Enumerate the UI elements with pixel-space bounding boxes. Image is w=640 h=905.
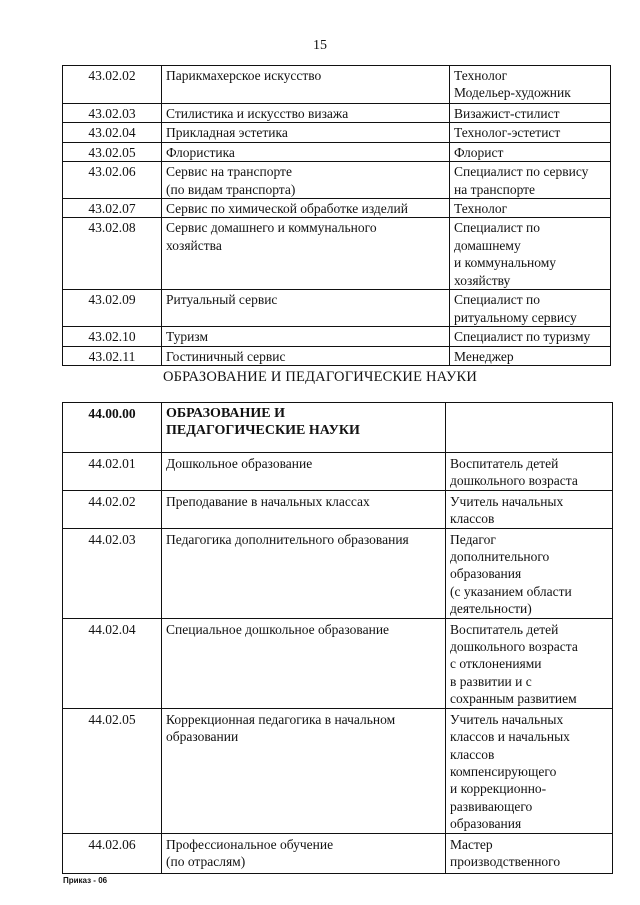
specialty-name (162, 290, 450, 327)
footer-mark: Приказ - 06 (63, 876, 108, 885)
specialty-name-line: образовании (166, 729, 239, 745)
specialty-code: 44.02.04 (63, 618, 162, 708)
specialty-name (162, 162, 450, 199)
qualification-line: дополнительного (450, 549, 550, 565)
qualification-line: ритуальному сервису (454, 309, 577, 325)
qualification-line: Технолог (454, 201, 508, 217)
specialty-name (162, 104, 450, 123)
qualification-line: образования (450, 566, 522, 582)
specialty-name (162, 66, 450, 104)
qualification-line: Специалист по (454, 292, 540, 308)
qualification (446, 528, 613, 618)
qualification (450, 123, 611, 142)
specialty-name-line: Стилистика и искусство визажа (166, 106, 349, 121)
qualification-line: образования (450, 816, 522, 832)
qualification-line: Флорист (454, 144, 504, 160)
specialty-code: 44.02.01 (63, 453, 162, 491)
table-row (63, 708, 613, 833)
qualification-line: Специалист по сервису (454, 164, 589, 180)
table-row (63, 104, 611, 123)
specialty-code: 44.02.06 (63, 833, 162, 873)
specialty-code: 43.02.04 (63, 123, 162, 142)
specialty-name (162, 708, 446, 833)
qualification (450, 104, 611, 123)
specialty-name-line: хозяйства (166, 237, 222, 253)
qualification-line: классов и начальных (450, 729, 570, 745)
qualification (450, 346, 611, 365)
specialty-name-line: Специальное дошкольное образование (166, 621, 390, 637)
specialty-code: 43.02.02 (63, 66, 162, 104)
group-code: 44.00.00 (63, 403, 162, 453)
table-row (63, 66, 611, 104)
qualification-line: Воспитатель детей (450, 621, 559, 637)
specialty-code: 44.02.02 (63, 490, 162, 528)
group-name (162, 403, 446, 453)
table-row (63, 123, 611, 142)
specialty-name-line: Прикладная эстетика (166, 125, 288, 141)
qualification (446, 453, 613, 491)
specialty-name (162, 833, 446, 873)
qualification-line: на транспорте (454, 181, 536, 197)
specialty-name (162, 453, 446, 491)
specialty-name-line: Туризм (166, 329, 208, 345)
group-header-row (63, 403, 613, 453)
table-row (63, 346, 611, 365)
table-row (63, 327, 611, 346)
qualification-line: Мастер (450, 836, 493, 852)
specialty-name (162, 490, 446, 528)
specialty-name-line: Преподавание в начальных классах (166, 493, 370, 509)
qualification-line: в развитии и с (450, 673, 532, 689)
qualification-line: дошкольного возраста (450, 639, 578, 655)
table-row (63, 290, 611, 327)
table-row (63, 453, 613, 491)
specialty-code: 43.02.03 (63, 104, 162, 123)
qualification-line: и коррекционно- (450, 781, 547, 797)
group-qualification-empty (446, 403, 613, 453)
qualification-line: Модельер-художник (454, 85, 571, 101)
specialty-name (162, 618, 446, 708)
qualification (446, 490, 613, 528)
specialty-code: 43.02.05 (63, 142, 162, 161)
table-row (63, 833, 613, 873)
qualification-line: Менеджер (454, 348, 514, 364)
qualification-line: (с указанием области (450, 583, 572, 599)
qualification-line: дошкольного возраста (450, 473, 578, 489)
table-row (63, 490, 613, 528)
specialty-name-line: Педагогика дополнительного образования (166, 531, 409, 547)
qualification (446, 618, 613, 708)
table-row (63, 218, 611, 290)
table-row (63, 142, 611, 161)
qualification (450, 66, 611, 104)
qualification-line: и коммунальному (454, 255, 557, 271)
qualification-line: развивающего (450, 798, 533, 814)
specialty-name-line: Дошкольное образование (166, 456, 313, 471)
specialty-name (162, 346, 450, 365)
specialty-code: 44.02.03 (63, 528, 162, 618)
table-row (63, 199, 611, 218)
specialty-name (162, 142, 450, 161)
specialty-code: 43.02.06 (63, 162, 162, 199)
group-name-line: ПЕДАГОГИЧЕСКИЕ НАУКИ (166, 423, 360, 438)
qualification-line: Технолог-эстетист (454, 125, 561, 141)
table-row (63, 528, 613, 618)
specialty-code: 43.02.07 (63, 199, 162, 218)
table-row (63, 618, 613, 708)
specialty-name-line: Парикмахерское искусство (166, 68, 322, 83)
specialty-name-line: Флористика (166, 144, 235, 160)
specialty-name (162, 327, 450, 346)
qualification-line: с отклонениями (450, 656, 542, 672)
specialty-code: 43.02.11 (63, 346, 162, 365)
specialty-code: 44.02.05 (63, 708, 162, 833)
qualification-line: хозяйству (454, 272, 511, 288)
table-row (63, 162, 611, 199)
qualification-line: компенсирующего (450, 763, 557, 779)
specialty-code: 43.02.08 (63, 218, 162, 290)
specialty-name (162, 528, 446, 618)
specialty-name-line: (по отраслям) (166, 853, 246, 869)
specialties-table-43 (62, 65, 611, 366)
specialty-code: 43.02.09 (63, 290, 162, 327)
qualification-line: производственного (450, 853, 561, 869)
specialty-name-line: Сервис на транспорте (166, 164, 292, 180)
specialty-name-line: Сервис по химической обработке изделий (166, 201, 408, 217)
specialty-name-line: (по видам транспорта) (166, 181, 296, 197)
specialty-code: 43.02.10 (63, 327, 162, 346)
specialty-name-line: Гостиничный сервис (166, 348, 286, 364)
qualification-line: Воспитатель детей (450, 456, 559, 471)
qualification-line: классов (450, 511, 495, 527)
specialties-table-44 (62, 402, 613, 874)
qualification-line: Педагог (450, 531, 496, 547)
qualification (450, 199, 611, 218)
section-heading: ОБРАЗОВАНИЕ И ПЕДАГОГИЧЕСКИЕ НАУКИ (162, 369, 478, 385)
qualification-line: Визажист-стилист (454, 106, 560, 121)
table-43-body (63, 66, 611, 366)
qualification-line: деятельности) (450, 601, 532, 617)
qualification (446, 833, 613, 873)
table-44-body (63, 403, 613, 874)
specialty-name (162, 123, 450, 142)
group-name-line: ОБРАЗОВАНИЕ И (166, 406, 286, 421)
qualification (450, 327, 611, 346)
qualification-line: домашнему (454, 237, 521, 253)
specialty-name-line: Ритуальный сервис (166, 292, 278, 308)
qualification-line: Учитель начальных (450, 711, 564, 727)
qualification (450, 162, 611, 199)
specialty-name (162, 218, 450, 290)
qualification-line: Технолог (454, 68, 508, 83)
qualification-line: Учитель начальных (450, 493, 564, 509)
specialty-name-line: Коррекционная педагогика в начальном (166, 711, 396, 727)
qualification-line: классов (450, 746, 495, 762)
qualification (450, 218, 611, 290)
qualification (446, 708, 613, 833)
qualification-line: Специалист по (454, 220, 540, 236)
specialty-name-line: Профессиональное обучение (166, 836, 334, 852)
specialty-name (162, 199, 450, 218)
page-number: 15 (313, 38, 327, 53)
qualification-line: сохранным развитием (450, 691, 577, 707)
specialty-name-line: Сервис домашнего и коммунального (166, 220, 377, 236)
qualification-line: Специалист по туризму (454, 329, 591, 345)
qualification (450, 142, 611, 161)
qualification (450, 290, 611, 327)
